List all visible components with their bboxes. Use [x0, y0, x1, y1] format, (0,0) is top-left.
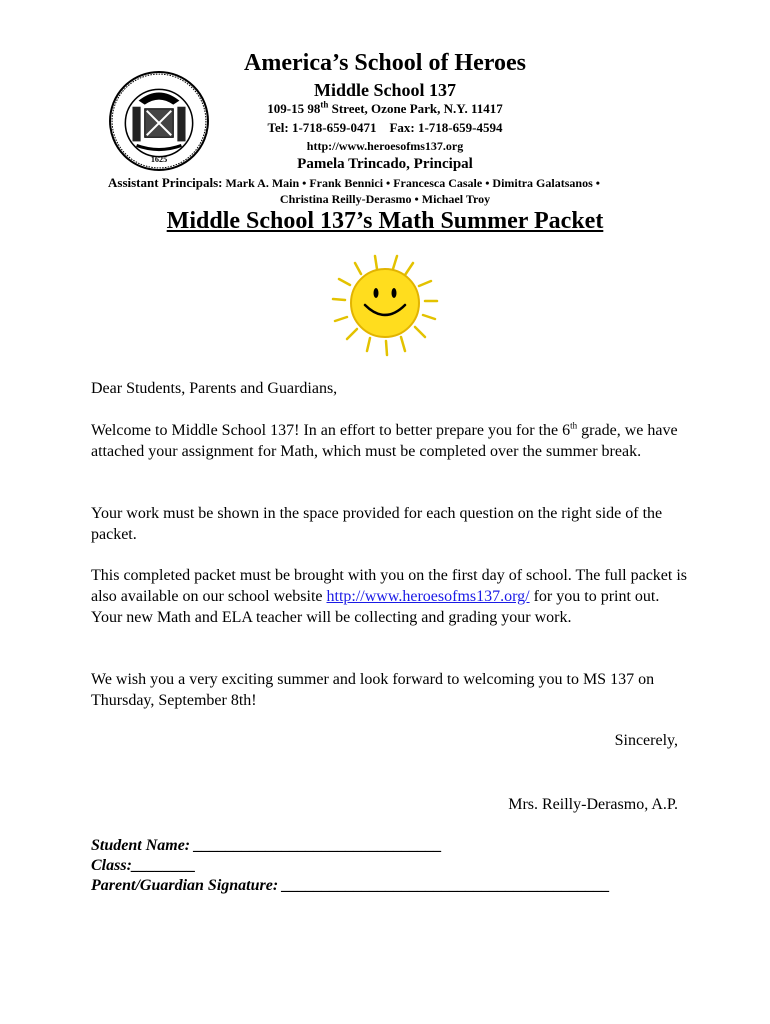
- address-ordinal: th: [320, 99, 329, 110]
- paragraph-packet: [91, 565, 691, 628]
- address-number: 109-15 98: [267, 101, 321, 116]
- smiling-sun-icon: [325, 253, 445, 358]
- paragraph-closing: We wish you a very exciting summer and look forward to welcoming you to MS 137 on Thursday, September 8th!: [91, 671, 655, 709]
- student-name-field[interactable]: Student Name: _______________________________: [91, 837, 443, 854]
- welcome-text-start: Welcome to Middle School 137! In an effort to better prepare you for the 6: [91, 422, 571, 439]
- packet-text-start: This completed packet must be brought with you on the first day of school. The full packet is also available on our school website: [91, 567, 688, 605]
- school-phones: Tel: 1-718-659-0471 Fax: 1-718-659-4594: [267, 120, 503, 135]
- greeting: Dear Students, Parents and Guardians,: [91, 380, 338, 397]
- signature: Mrs. Reilly-Derasmo, A.P.: [508, 796, 678, 813]
- address-street: Street, Ozone Park, N.Y. 11417: [328, 101, 503, 116]
- school-slogan: America’s School of Heroes: [244, 50, 526, 76]
- assistant-principals-names: Mark A. Main • Frank Bennici • Francesca Casale • Dimitra Galatsanos •: [222, 176, 600, 190]
- school-website-link[interactable]: http://www.heroesofms137.org/: [326, 588, 530, 605]
- seal-year: 1625: [150, 154, 168, 164]
- principal-name: Pamela Trincado, Principal: [297, 156, 473, 172]
- class-field[interactable]: Class:________: [91, 857, 196, 874]
- assistant-principals-line2: Christina Reilly-Derasmo • Michael Troy: [279, 192, 491, 206]
- closing: Sincerely,: [614, 732, 678, 749]
- school-name: Middle School 137: [313, 80, 456, 100]
- grade-ordinal: th: [570, 420, 578, 431]
- packet-text-end: for you to print out. Your new Math and ELA teacher will be collecting and grading your work.: [91, 588, 660, 626]
- page-title: Middle School 137’s Math Summer Packet: [166, 208, 604, 234]
- assistant-principals-line1: [108, 175, 600, 191]
- welcome-text-end: grade, we have attached your assignment for Math, which must be completed over the summer break.: [91, 422, 678, 460]
- paragraph-work: Your work must be shown in the space provided for each question on the right side of the packet.: [91, 505, 663, 543]
- parent-signature-field[interactable]: Parent/Guardian Signature: _________________________________________: [91, 877, 611, 894]
- school-address: [0, 101, 770, 117]
- paragraph-welcome: [91, 420, 691, 462]
- school-website: http://www.heroesofms137.org: [306, 139, 464, 153]
- assistant-principals-label: Assistant Principals:: [108, 175, 223, 190]
